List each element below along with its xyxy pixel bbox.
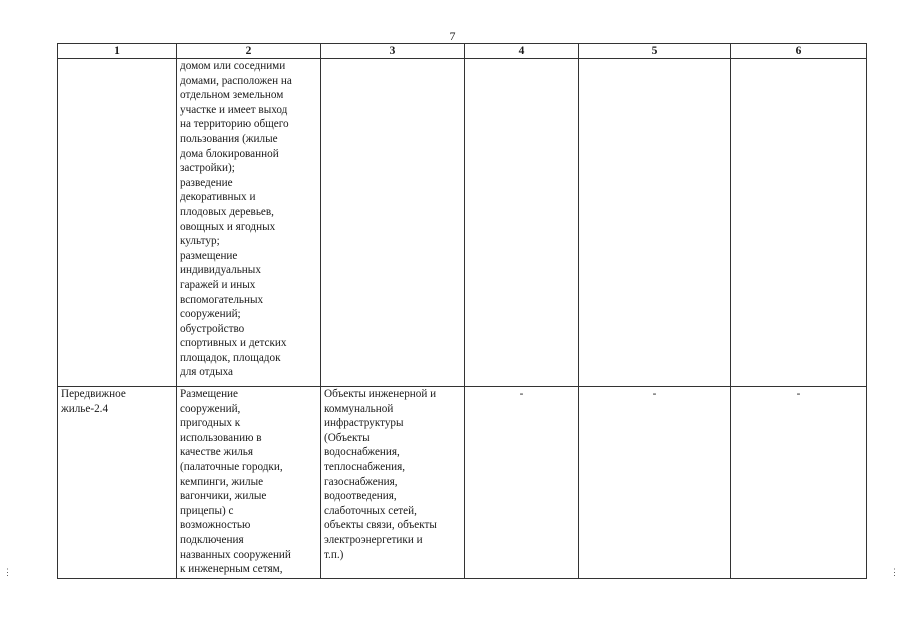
row2-cell-3 xyxy=(321,387,465,579)
row1-cell-5 xyxy=(579,59,731,387)
cell-text: Размещение сооружений, пригодных к использованию в качестве жилья (палаточные городки, кемпинги, жилые вагончики, жилые прицепы) с возможностью подключения названных сооружений к инженерным сетям, xyxy=(180,388,291,576)
scan-edge-mark-right: ⋮ xyxy=(890,567,899,577)
row2-cell-5 xyxy=(579,387,731,579)
cell-text: - xyxy=(796,388,801,400)
table-row xyxy=(58,387,867,579)
row1-cell-6 xyxy=(731,59,867,387)
cell-text: - xyxy=(652,388,657,400)
column-header-4: 4 xyxy=(465,44,579,59)
cell-text: домом или соседними домами, расположен на отдельном земельном участке и имеет выход на территорию общего пользования (жилые дома блокированной застройки); разведение декоративных и плодовых деревьев, овощных и ягодных культур; размещение индивидуальных гаражей и иных вспомогательных сооружений; обустройство спортивных и детских площадок, площадок для отдыха xyxy=(180,60,292,379)
table-row xyxy=(58,59,867,387)
column-header-2: 2 xyxy=(177,44,321,59)
column-header-6: 6 xyxy=(731,44,867,59)
cell-text: Объекты инженерной и коммунальной инфраструктуры (Объекты водоснабжения, теплоснабжения, газоснабжения, водоотведения, слаботочных сетей, объекты связи, объекты электроэнергетики и т.п.) xyxy=(324,388,437,561)
cell-text: - xyxy=(519,388,524,400)
scan-edge-mark-left: ⋮ xyxy=(3,567,12,577)
row2-cell-4 xyxy=(465,387,579,579)
page-number: 7 xyxy=(449,29,456,43)
cell-text: Передвижное жилье-2.4 xyxy=(61,388,126,415)
column-header-3: 3 xyxy=(321,44,465,59)
column-header-1: 1 xyxy=(58,44,177,59)
column-header-5: 5 xyxy=(579,44,731,59)
land-use-table xyxy=(57,43,867,579)
row1-cell-3 xyxy=(321,59,465,387)
row2-cell-2 xyxy=(177,387,321,579)
row2-cell-6 xyxy=(731,387,867,579)
row1-cell-1 xyxy=(58,59,177,387)
row2-cell-1 xyxy=(58,387,177,579)
row1-cell-4 xyxy=(465,59,579,387)
row1-cell-2 xyxy=(177,59,321,387)
table-header-row xyxy=(58,44,867,59)
